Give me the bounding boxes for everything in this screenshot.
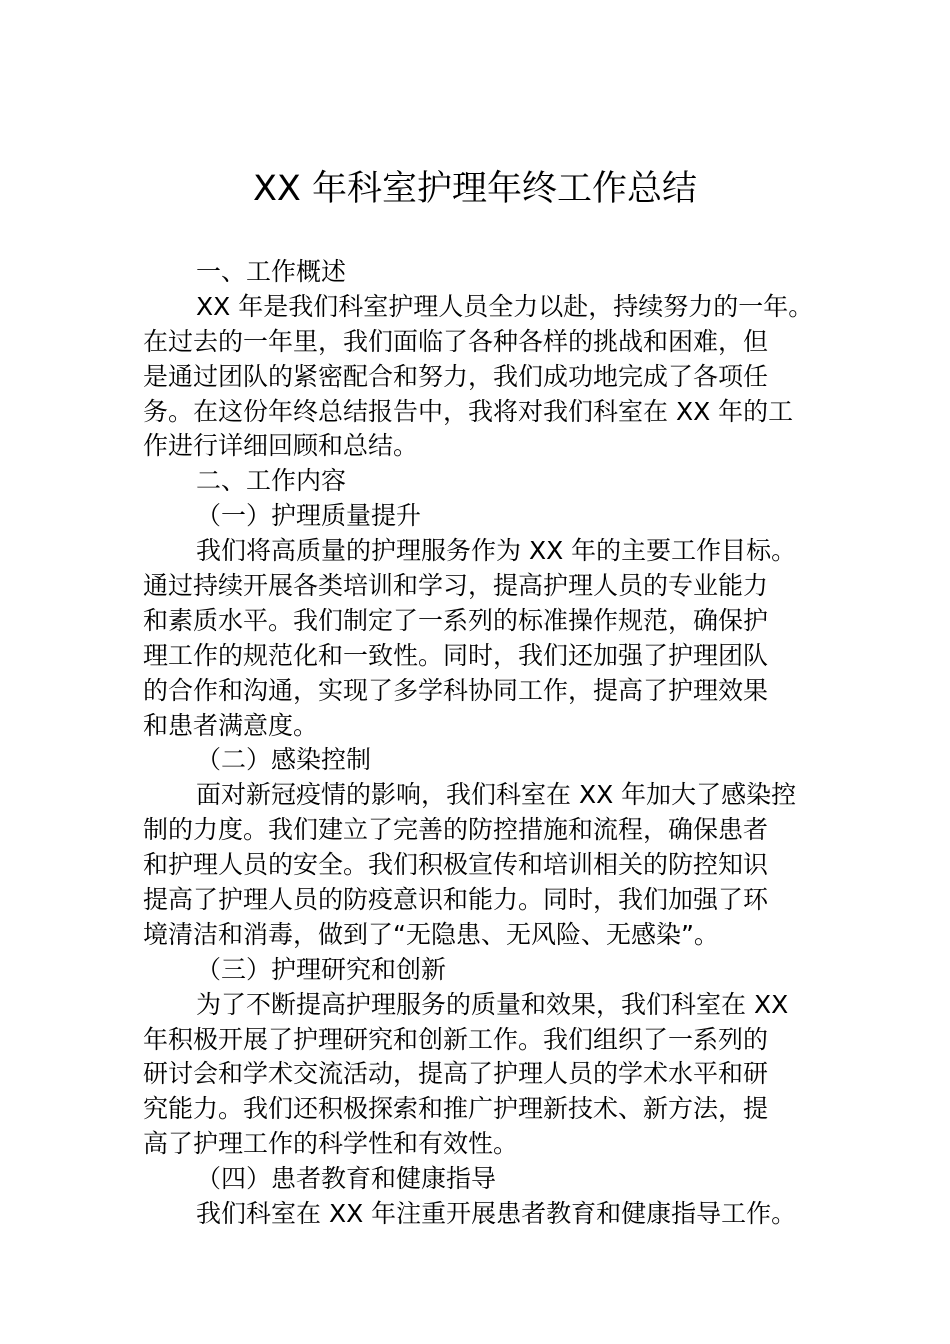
paragraph-line: XX 年是我们科室护理人员全力以赴，持续努力的一年。: [196, 291, 814, 321]
section-heading-content: 二、工作内容: [196, 466, 347, 496]
paragraph-line: 高了护理工作的科学性和有效性。: [143, 1129, 519, 1159]
paragraph-line: 通过持续开展各类培训和学习，提高护理人员的专业能力: [143, 571, 769, 601]
paragraph-line: 作进行详细回顾和总结。: [143, 431, 419, 461]
document-body: [143, 255, 814, 1232]
paragraph-line: 务。在这份年终总结报告中，我将对我们科室在 XX 年的工: [143, 396, 794, 426]
paragraph-line: 我们科室在 XX 年注重开展患者教育和健康指导工作。: [196, 1199, 797, 1229]
paragraph-line: 和护理人员的安全。我们积极宣传和培训相关的防控知识: [143, 850, 769, 880]
paragraph-line: 境清洁和消毒，做到了“无隐患、无风险、无感染”。: [143, 919, 719, 949]
paragraph-line: 年积极开展了护理研究和创新工作。我们组织了一系列的: [143, 1024, 769, 1054]
paragraph-line: 为了不断提高护理服务的质量和效果，我们科室在 XX: [196, 989, 789, 1019]
paragraph-line: 研讨会和学术交流活动，提高了护理人员的学术水平和研: [143, 1059, 769, 1089]
paragraph-line: 提高了护理人员的防疫意识和能力。同时，我们加强了环: [143, 885, 769, 915]
paragraph-line: 究能力。我们还积极探索和推广护理新技术、新方法，提: [143, 1094, 769, 1124]
subheading-infection: （二）感染控制: [196, 745, 372, 775]
paragraph-line: 和患者满意度。: [143, 710, 319, 740]
subheading-education: （四）患者教育和健康指导: [196, 1164, 497, 1194]
paragraph-line: 面对新冠疫情的影响，我们科室在 XX 年加大了感染控: [196, 780, 797, 810]
subheading-research: （三）护理研究和创新: [196, 954, 447, 984]
paragraph-line: 制的力度。我们建立了完善的防控措施和流程，确保患者: [143, 815, 769, 845]
paragraph-line: 和素质水平。我们制定了一系列的标准操作规范，确保护: [143, 605, 769, 635]
document-title: XX 年科室护理年终工作总结: [252, 169, 698, 209]
paragraph-line: 是通过团队的紧密配合和努力，我们成功地完成了各项任: [143, 361, 769, 391]
section-heading-overview: 一、工作概述: [196, 257, 347, 286]
paragraph-line: 理工作的规范化和一致性。同时，我们还加强了护理团队: [143, 640, 769, 670]
paragraph-line: 在过去的一年里，我们面临了各种各样的挑战和困难，但: [143, 326, 769, 356]
paragraph-line: 我们将高质量的护理服务作为 XX 年的主要工作目标。: [196, 536, 797, 566]
subheading-quality: （一）护理质量提升: [196, 501, 422, 531]
paragraph-line: 的合作和沟通，实现了多学科协同工作，提高了护理效果: [143, 675, 769, 705]
